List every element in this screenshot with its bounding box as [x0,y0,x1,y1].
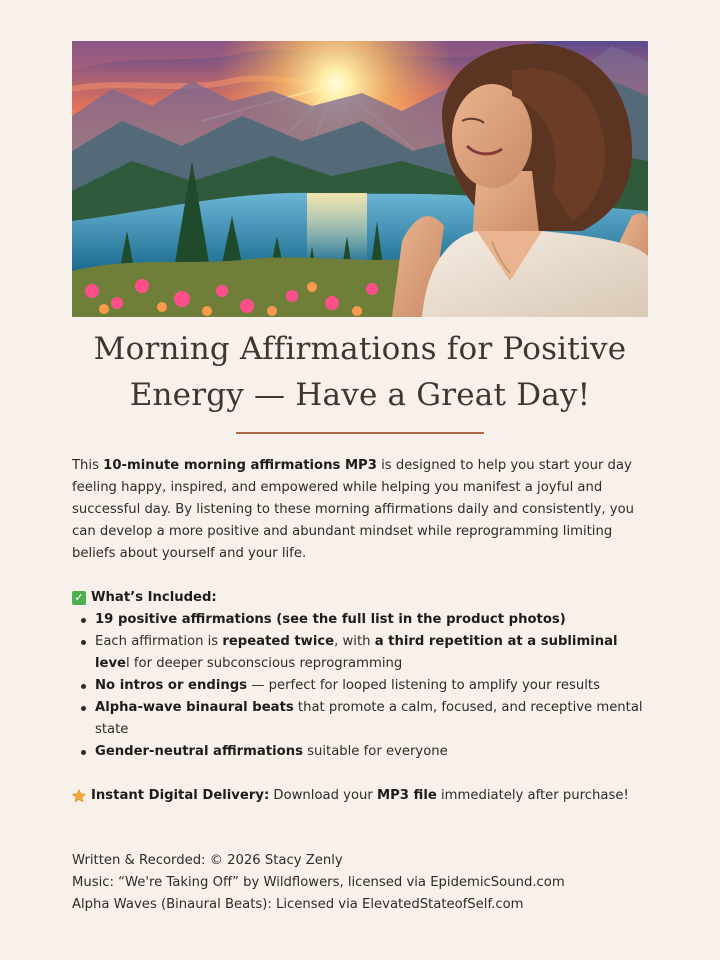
delivery-note: Instant Digital Delivery: Download your MP3 file immediately after purchase! [72,785,648,807]
list-item: Gender-neutral affirmations suitable for everyone [95,741,648,763]
credit-line-alpha-waves: Alpha Waves (Binaural Beats): Licensed via ElevatedStateofSelf.com [72,897,524,912]
feature-list [72,609,648,763]
list-item: Alpha-wave binaural beats that promote a calm, focused, and receptive mental state [95,697,648,741]
hero-image [72,41,648,317]
title-line-2: Energy — Have a Great Day! [129,377,591,413]
list-item: No intros or endings — perfect for looped listening to amplify your results [95,675,648,697]
description-body [72,455,648,807]
list-item: 19 positive affirmations (see the full list in the product photos) [95,609,648,631]
star-icon [72,789,86,803]
page-title [60,326,660,418]
title-divider [236,432,484,434]
list-item: Each affirmation is repeated twice, with a third repetition at a subliminal level for deeper subconscious reprogramming [95,631,648,675]
credit-line-written: Written & Recorded: © 2026 Stacy Zenly [72,853,343,868]
title-line-1: Morning Affirmations for Positive [93,331,627,367]
whats-included-heading: ✓ What’s Included: [72,587,648,609]
credits [72,850,648,916]
check-mark-icon: ✓ [72,591,86,605]
intro-paragraph: This 10-minute morning affirmations MP3 is designed to help you start your day feeling happy, inspired, and empowered while helping you manifest a joyful and successful day. By listening to these morning affirmations daily and consistently, you can develop a more positive and abundant mindset while reprogramming limiting beliefs about yourself and your life. [72,458,634,561]
credit-line-music: Music: “We're Taking Off” by Wildflowers, licensed via EpidemicSound.com [72,875,565,890]
